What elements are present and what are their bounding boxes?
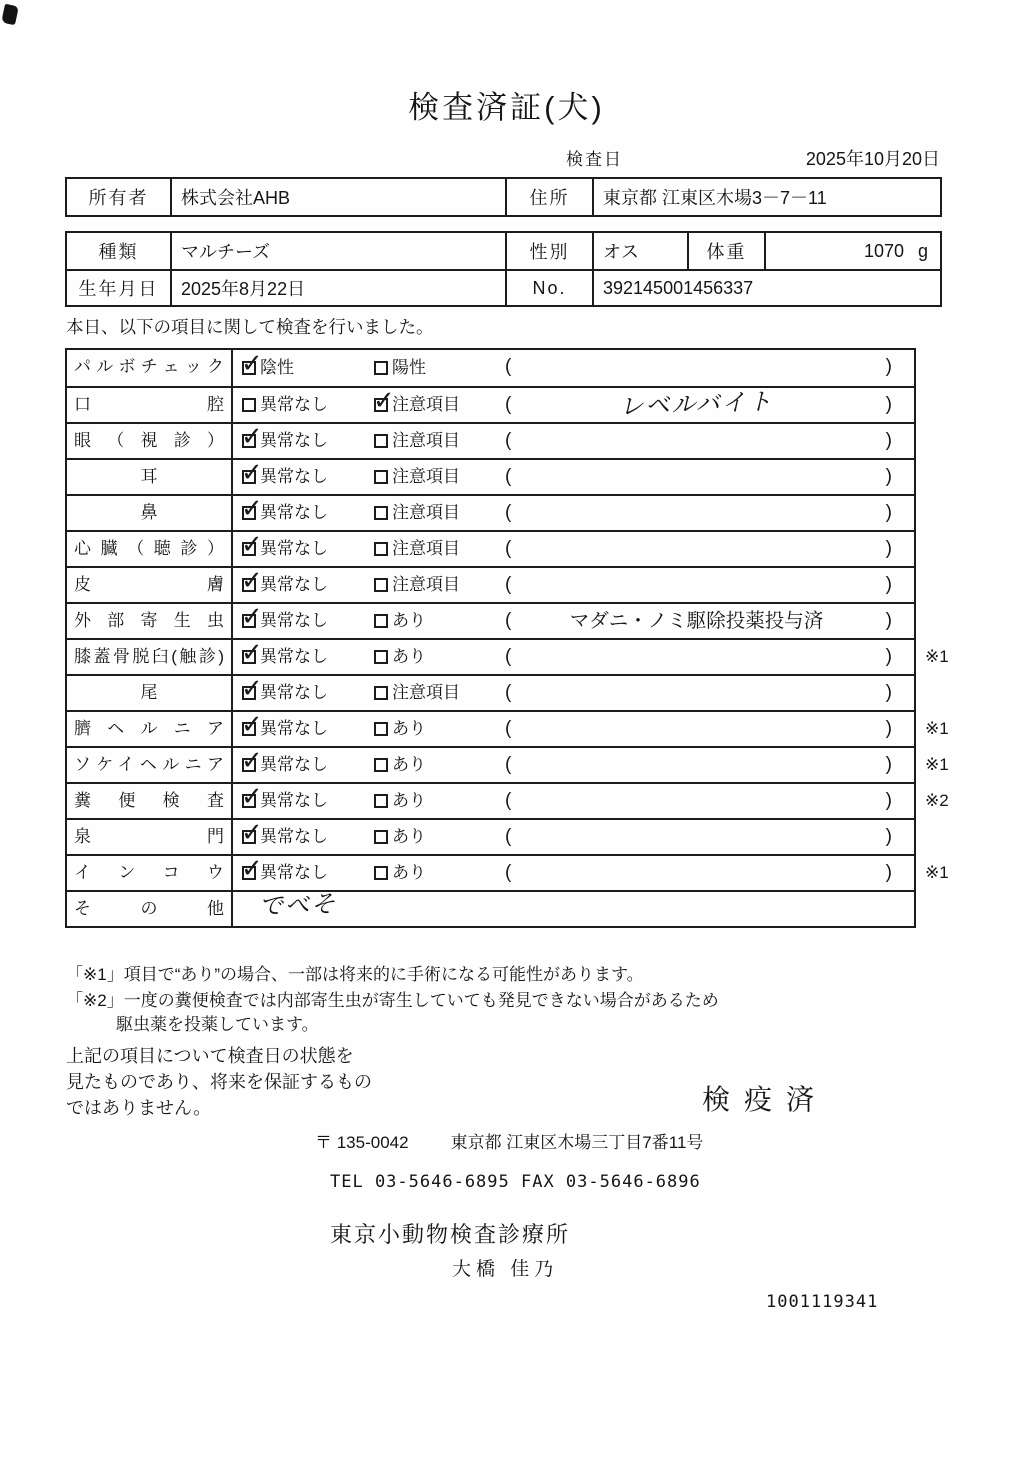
footnote-mark: ※1 bbox=[925, 863, 949, 882]
checkbox bbox=[374, 830, 388, 844]
item-label: 耳 bbox=[67, 460, 233, 494]
checkbox bbox=[374, 398, 388, 412]
option-label: 注意項目 bbox=[392, 539, 460, 558]
option-label: 異常なし bbox=[260, 395, 328, 414]
item-label: 外部寄生虫 bbox=[67, 604, 233, 638]
option-label: 異常なし bbox=[260, 647, 328, 666]
item-result bbox=[233, 676, 914, 710]
option-label: 注意項目 bbox=[392, 683, 460, 702]
paren-close: ) bbox=[885, 430, 892, 451]
clinic-address: 東京都 江東区木場三丁目7番11号 bbox=[450, 1133, 704, 1152]
checkbox bbox=[242, 542, 256, 556]
inspection-table bbox=[65, 348, 949, 928]
item-label: 泉門 bbox=[67, 820, 233, 854]
footnote-2: 「※2」一度の糞便検査では内部寄生虫が寄生していても発見できない場合があるため bbox=[66, 991, 719, 1010]
checkbox bbox=[242, 722, 256, 736]
item-label: 臍ヘルニア bbox=[67, 712, 233, 746]
veterinarian-name: 大橋 佳乃 bbox=[452, 1259, 559, 1280]
intro-text: 本日、以下の項目に関して検査を行いました。 bbox=[66, 317, 434, 337]
weight-number: 1070 bbox=[863, 240, 904, 261]
option-label: 異常なし bbox=[260, 719, 328, 738]
paren-close: ) bbox=[885, 790, 892, 811]
option-label: 異常なし bbox=[260, 863, 328, 882]
option-label: 異常なし bbox=[260, 503, 328, 522]
paren-open: ( bbox=[505, 466, 512, 487]
disclaimer-line-3: ではありません。 bbox=[66, 1098, 212, 1118]
item-result bbox=[233, 640, 914, 674]
item-label: 尾 bbox=[67, 676, 233, 710]
paren-open: ( bbox=[505, 610, 512, 631]
address-label: 住所 bbox=[505, 179, 592, 215]
option-label: 異常なし bbox=[260, 611, 328, 630]
item-result bbox=[233, 496, 914, 530]
paren-open: ( bbox=[505, 718, 512, 739]
option-label: あり bbox=[392, 755, 426, 774]
inspection-row bbox=[67, 422, 914, 458]
item-result bbox=[233, 856, 914, 890]
item-result bbox=[233, 568, 914, 602]
inspection-row bbox=[67, 494, 914, 530]
page-title: 検査済証(犬) bbox=[408, 90, 605, 125]
checkbox bbox=[374, 686, 388, 700]
checkbox bbox=[242, 686, 256, 700]
option-label: 注意項目 bbox=[392, 395, 460, 414]
clinic-address-line bbox=[315, 1128, 703, 1153]
checkbox bbox=[242, 434, 256, 448]
sex-value: オス bbox=[592, 233, 687, 269]
option-label: あり bbox=[392, 719, 426, 738]
paren-open: ( bbox=[505, 538, 512, 559]
item-label: 鼻 bbox=[67, 496, 233, 530]
paren-open: ( bbox=[505, 646, 512, 667]
checkbox bbox=[374, 470, 388, 484]
footnote-1: 「※1」項目で“あり”の場合、一部は将来的に手術になる可能性があります。 bbox=[66, 965, 644, 984]
checkbox bbox=[374, 794, 388, 808]
paren-open: ( bbox=[505, 862, 512, 883]
item-result bbox=[233, 424, 914, 458]
paren-close: ) bbox=[885, 466, 892, 487]
scan-artifact bbox=[1, 4, 19, 25]
item-label: 口腔 bbox=[67, 388, 233, 422]
paren-close: ) bbox=[885, 502, 892, 523]
note: マダニ・ノミ駆除投薬投与済 bbox=[569, 610, 824, 632]
paren-open: ( bbox=[505, 754, 512, 775]
inspection-row bbox=[67, 818, 914, 854]
item-result bbox=[233, 604, 914, 638]
inspection-row bbox=[67, 602, 914, 638]
checkbox bbox=[374, 722, 388, 736]
disclaimer-line-1: 上記の項目について検査日の状態を bbox=[66, 1046, 354, 1066]
address-value: 東京都 江東区木場3－7－11 bbox=[592, 179, 940, 215]
checkbox bbox=[374, 434, 388, 448]
owner-table bbox=[65, 177, 942, 217]
checkbox bbox=[374, 866, 388, 880]
option-label: 異常なし bbox=[260, 431, 328, 450]
paren-open: ( bbox=[505, 502, 512, 523]
paren-open: ( bbox=[505, 790, 512, 811]
paren-close: ) bbox=[885, 394, 892, 415]
option-label: あり bbox=[392, 647, 426, 666]
inspection-date-label: 検査日 bbox=[566, 150, 623, 169]
paren-close: ) bbox=[885, 862, 892, 883]
option-label: 注意項目 bbox=[392, 467, 460, 486]
paren-close: ) bbox=[885, 754, 892, 775]
option-label: 異常なし bbox=[260, 539, 328, 558]
item-result bbox=[233, 892, 914, 926]
paren-close: ) bbox=[885, 610, 892, 631]
document-code: 1001119341 bbox=[766, 1292, 879, 1312]
checkbox bbox=[374, 758, 388, 772]
inspection-row bbox=[67, 566, 914, 602]
weight-value bbox=[764, 233, 940, 269]
footnote-mark: ※1 bbox=[925, 719, 949, 738]
paren-close: ) bbox=[885, 718, 892, 739]
breed-value: マルチーズ bbox=[170, 233, 505, 269]
option-label: 注意項目 bbox=[392, 575, 460, 594]
owner-label: 所有者 bbox=[88, 188, 149, 208]
microchip-number: 392145001456337 bbox=[592, 271, 940, 305]
checkbox bbox=[242, 506, 256, 520]
postal-code: 〒 135-0042 bbox=[315, 1133, 409, 1152]
footnote-mark: ※1 bbox=[925, 647, 949, 666]
item-result bbox=[233, 388, 914, 422]
checkbox bbox=[374, 578, 388, 592]
checkbox bbox=[374, 361, 388, 375]
inspection-row bbox=[67, 890, 914, 926]
item-result bbox=[233, 712, 914, 746]
item-label: インコウ bbox=[67, 856, 233, 890]
option-label: 注意項目 bbox=[392, 503, 460, 522]
inspection-row bbox=[67, 458, 914, 494]
breed-label: 種類 bbox=[98, 242, 139, 262]
inspection-row bbox=[67, 674, 914, 710]
item-result bbox=[233, 748, 914, 782]
option-label: あり bbox=[392, 611, 426, 630]
weight-unit: g bbox=[917, 240, 928, 261]
option-label: 注意項目 bbox=[392, 431, 460, 450]
birth-label: 生年月日 bbox=[78, 279, 159, 299]
option-label: 異常なし bbox=[260, 575, 328, 594]
pet-table bbox=[65, 231, 942, 307]
option-label: あり bbox=[392, 827, 426, 846]
no-label: No. bbox=[505, 271, 592, 305]
clinic-tel-fax: TEL 03-5646-6895 FAX 03-5646-6896 bbox=[330, 1172, 701, 1192]
birth-value: 2025年8月22日 bbox=[170, 271, 505, 305]
item-label: 糞便検査 bbox=[67, 784, 233, 818]
disclaimer-line-2: 見たものであり、将来を保証するもの bbox=[66, 1072, 372, 1092]
checkbox bbox=[242, 398, 256, 412]
paren-close: ) bbox=[885, 826, 892, 847]
option-label: 陽性 bbox=[392, 358, 426, 377]
item-label: その他 bbox=[67, 892, 233, 926]
item-result bbox=[233, 460, 914, 494]
option-label: 異常なし bbox=[260, 683, 328, 702]
checkbox bbox=[242, 578, 256, 592]
paren-close: ) bbox=[885, 646, 892, 667]
checkbox bbox=[374, 542, 388, 556]
paren-open: ( bbox=[505, 682, 512, 703]
paren-open: ( bbox=[505, 574, 512, 595]
handwritten-note: レベルバイト bbox=[618, 388, 775, 421]
handwritten-note: でべそ bbox=[258, 890, 338, 921]
checkbox bbox=[242, 794, 256, 808]
paren-close: ) bbox=[885, 538, 892, 559]
item-result bbox=[233, 784, 914, 818]
item-label: 眼（視診） bbox=[67, 424, 233, 458]
option-label: 異常なし bbox=[260, 467, 328, 486]
item-label: ソケイヘルニア bbox=[67, 748, 233, 782]
clinic-name: 東京小動物検査診療所 bbox=[330, 1222, 571, 1247]
owner-value: 株式会社AHB bbox=[170, 179, 505, 215]
inspection-row bbox=[67, 638, 949, 674]
inspection-row bbox=[67, 746, 949, 782]
checkbox bbox=[242, 758, 256, 772]
item-result bbox=[233, 350, 914, 386]
paren-close: ) bbox=[885, 682, 892, 703]
paren-close: ) bbox=[885, 574, 892, 595]
paren-open: ( bbox=[505, 394, 512, 415]
inspection-row bbox=[67, 854, 949, 890]
option-label: 異常なし bbox=[260, 791, 328, 810]
checkbox bbox=[374, 614, 388, 628]
checkbox bbox=[242, 614, 256, 628]
quarantine-stamp: 検疫済 bbox=[702, 1084, 829, 1115]
item-result bbox=[233, 532, 914, 566]
footnote-mark: ※1 bbox=[925, 755, 949, 774]
item-label: 心臓（聴診） bbox=[67, 532, 233, 566]
inspection-row bbox=[67, 386, 914, 422]
checkbox bbox=[242, 470, 256, 484]
option-label: あり bbox=[392, 791, 426, 810]
inspection-row bbox=[67, 530, 914, 566]
inspection-row bbox=[67, 350, 914, 386]
option-label: 異常なし bbox=[260, 755, 328, 774]
checkbox bbox=[242, 830, 256, 844]
checkbox bbox=[374, 650, 388, 664]
item-result bbox=[233, 820, 914, 854]
inspection-row bbox=[67, 710, 949, 746]
item-label: 膝蓋骨脱臼(触診) bbox=[67, 640, 233, 674]
inspection-row bbox=[67, 782, 949, 818]
paren-close: ) bbox=[885, 356, 892, 377]
weight-label: 体重 bbox=[687, 233, 764, 269]
paren-open: ( bbox=[505, 356, 512, 377]
option-label: 陰性 bbox=[260, 358, 294, 377]
option-label: 異常なし bbox=[260, 827, 328, 846]
footnote-mark: ※2 bbox=[925, 791, 949, 810]
item-label: パルボチェック bbox=[67, 350, 233, 386]
checkbox bbox=[242, 866, 256, 880]
item-label: 皮膚 bbox=[67, 568, 233, 602]
footnote-2-cont: 駆虫薬を投薬しています。 bbox=[116, 1015, 319, 1034]
checkbox bbox=[242, 361, 256, 375]
paren-open: ( bbox=[505, 430, 512, 451]
inspection-date-value: 2025年10月20日 bbox=[805, 149, 940, 169]
sex-label: 性別 bbox=[505, 233, 592, 269]
checkbox bbox=[242, 650, 256, 664]
option-label: あり bbox=[392, 863, 426, 882]
checkbox bbox=[374, 506, 388, 520]
paren-open: ( bbox=[505, 826, 512, 847]
